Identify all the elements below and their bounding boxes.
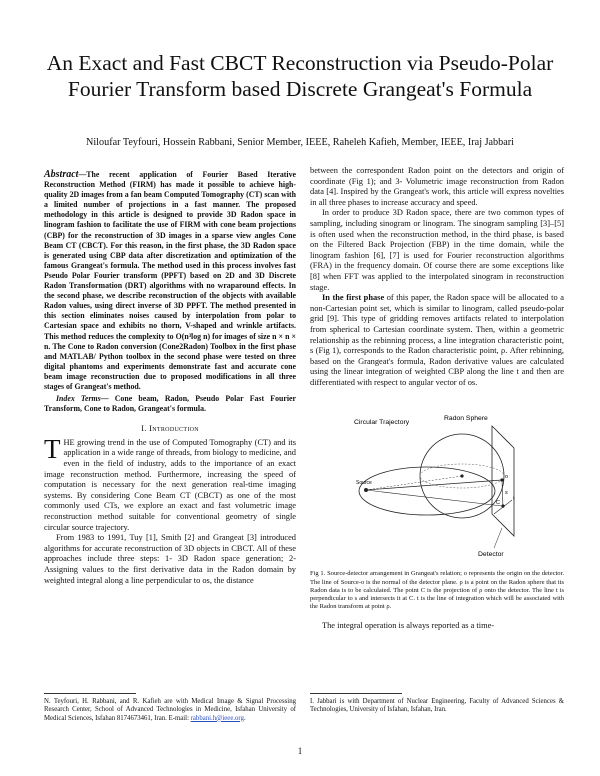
label-circular-trajectory: Circular Trajectory	[354, 419, 410, 427]
detector-pointer	[494, 528, 502, 548]
footnote-right: I. Jabbari is with Department of Nuclear Engineering, Faculty of Advanced Sciences & Technologies, University of Isfahan, Isfahan, Iran.	[310, 698, 564, 714]
c-point	[501, 505, 504, 508]
page-number: 1	[297, 746, 303, 756]
abstract-text: —The recent application of Fourier Based Iterative Reconstruction Method (FIRM) has made it possible to achieve high-quality 2D images from a fan beam Computed Tomography (CT) scan with a limited number of projections in a fast manner. The proposed methodology in this article is designed to provide 3D Radon space in linogram fashion to facilitate the use of FIRM with cone beam projections (CBP) for the reconstruction of 3D images in a sparse view angles Cone Beam CT (CBCT). For this reason, in the first phase, the 3D Radon space is generated using CBP data after discretization and optimization of the famous Grangeat's formula. The method used in this process involves fast Pseudo Polar Fourier transform (PPFT) based on 2D and 3D Discrete Radon Transformation (DRT) algorithms with no wraparound effects. In the second phase, we describe reconstruction of the objects with available Radon values, using direct inverse of 3D PPFT. The method presented in this section eliminates noises caused by interpolation from polar to Cartesian space and exhibits no thorn, V-shaped and wrinkle artifacts. This method reduces the complexity to O(n³log n) for images of size n × n × n. The Cone to Radon conversion (Cone2Radon) Toolbox in the first phase and MATLAB/ Python toolbox in the second phase were tested on three digital phantoms and experiments demonstrate fast and accurate cone beam image reconstruction due to proposed modifications in all three stages of Grangeat's method.	[44, 170, 296, 391]
index-terms-lead: Index Terms	[56, 394, 101, 404]
right-paragraph-3	[310, 293, 564, 388]
intro-paragraph-1	[44, 433, 296, 533]
abstract	[44, 170, 296, 392]
intro-paragraph-1-text: HE growing trend in the use of Computed Tomography (CT) and its application in a wide range of threads, from biology to medicine, and even in the field of industry, adds to the importance of an exact image reconstruction method. Furthermore, increasing the speed of computation is necessary for the next generation real-time imaging systems. By considering Cone Beam CT (CBCT) as one of the most commonly used CTs, we explore an exact and fast volumetric image reconstruction method suitable for conventional geometry of single circular source trajectory.	[44, 437, 296, 532]
footnote-rule-left	[44, 693, 136, 694]
author-list: Niloufar Teyfouri, Hossein Rabbani, Senior Member, IEEE, Raheleh Kafieh, Member, IEEE, Iraj Jabbari	[85, 137, 514, 148]
source-rho-line	[366, 476, 462, 490]
footnote-left-end: .	[243, 714, 246, 722]
right-column	[310, 166, 564, 632]
footnote-left	[44, 698, 296, 723]
index-terms-text: — Cone beam, Radon, Pseudo Polar Fast Fourier Transform, Cone to Radon, Grangeat's formula.	[44, 394, 296, 414]
footnote-left-text: N. Teyfouri, H. Rabbani, and R. Kafieh are with Medical Image & Signal Processing Research Center, School of Advanced Technologies in Medicine, Isfahan University of Medical Sciences, Isfahan 8174673461, Iran. E-mail:	[44, 698, 296, 722]
label-source: Source	[356, 480, 372, 487]
right-paragraph-3-text: of this paper, the Radon space will be allocated to a non-Cartesian point set, which is similar to linogram, called pseudo-polar grid [9]. This type of gridding removes artifacts related to interpolation from spherical to Cartesian coordinate system. Then, within a geometric relationship as the rebinning process, a line integration characteristic point, s (Fig 1), corresponds to the Radon characteristic point, ρ. After rebinning, based on the Grangeat's formula, Radon derivative values are calculated using the linear integration of weighted CBP along the line t and then are differentiated with respect to angular vector of os.	[310, 293, 564, 387]
abstract-lead: Abstract	[44, 169, 79, 180]
source-ray	[366, 490, 502, 506]
label-o: o	[505, 474, 509, 481]
first-phase-lead: In the first phase	[322, 293, 385, 303]
label-s: s	[505, 490, 508, 497]
label-radon-sphere: Radon Sphere	[444, 415, 488, 423]
circular-trajectory-ellipse	[359, 467, 495, 515]
drop-cap: T	[44, 433, 61, 464]
footnote-rule-right	[310, 693, 402, 694]
paper-title: An Exact and Fast CBCT Reconstruction via Pseudo-Polar Fourier Transform based Discrete Grangeat's Formula	[46, 51, 554, 101]
rho-point	[460, 475, 463, 478]
right-paragraph-1: between the correspondent Radon point on the detectors and origin of coordinate (Fig 1); and 3- Volumetric image reconstruction from Radon data [4]. Inspired by the Grangeat's work, this article will express novelties in all three phases to increase accuracy and speed.	[310, 166, 564, 207]
source-origin-line	[366, 480, 502, 490]
figure-1-caption: Fig 1. Source-detector arrangement in Grangeat's relation; o represents the origin on the detector. The line of Source-o is the normal of the detector plane. ρ is a point on the Radon sphere that its Radon data is to be calculated. The point C is the projection of ρ onto the detector. The line t is perpendicular to s and intersects it at C. t is the line of integration which will be associated with the Radon transform at point ρ.	[310, 570, 564, 611]
intro-paragraph-2: From 1983 to 1991, Tuy [1], Smith [2] and Grangeat [3] introduced algorithms for accurate reconstruction of 3D objects in CBCT. All of these approaches include three steps: 1- 3D Radon space generation; 2- Assigning values to the first derivative data in the Radon domain by weighted integral along a line perpendicular to os, the distance	[44, 533, 296, 585]
label-detector: Detector	[478, 551, 504, 559]
label-c: C	[496, 500, 500, 507]
right-paragraph-4: The integral operation is always reported as a time-	[322, 621, 495, 631]
index-terms	[44, 394, 296, 414]
figure-1	[352, 396, 522, 566]
origin-point	[500, 479, 503, 482]
right-paragraph-2: In order to produce 3D Radon space, there are two common types of sampling, including sinogram or linogram. The sinogram sampling [3]–[5] is often used when the reconstruction method, in the third phase, is based on the Filtered Back Projection (FBP) in the time domain, while the linogram fashion [6], [7] is used for Fourier reconstruction algorithms (FRA) in the frequency domain. Of course there are some exceptions like [8] when FFT was applied to the interpolated sinogram in reconstruction stage.	[310, 208, 564, 292]
geometry-diagram	[352, 396, 522, 566]
left-column	[44, 170, 296, 586]
label-t: t	[513, 496, 515, 503]
source-point	[364, 488, 368, 492]
section-heading-introduction: I. Introduction	[141, 423, 199, 434]
author-email-link[interactable]: rabbani.h@ieee.org	[190, 714, 244, 722]
